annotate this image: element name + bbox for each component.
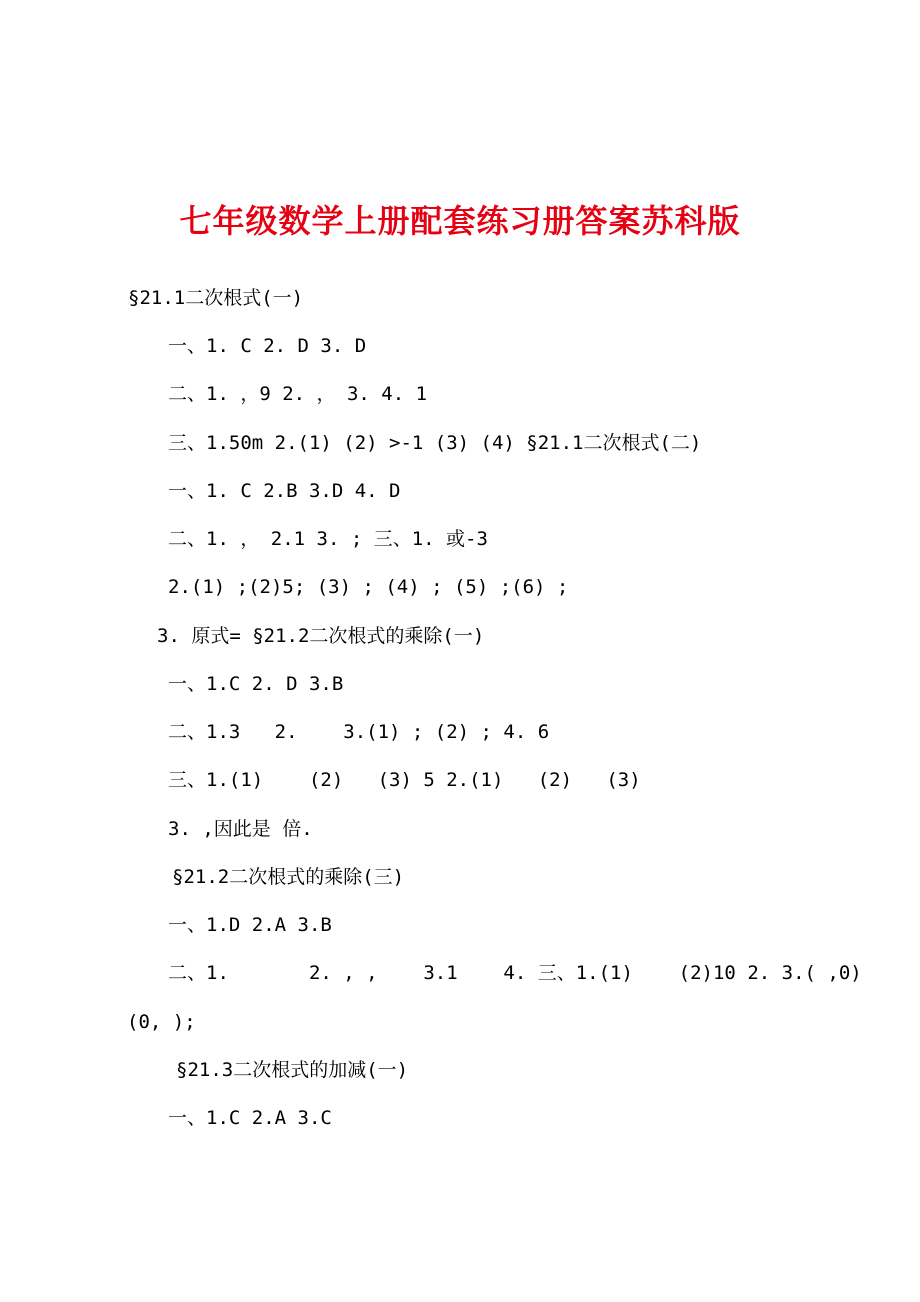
answer-line: 二、1. 2. , , 3.1 4. 三、1.(1) (2)10 2. 3.( ,0) bbox=[168, 962, 862, 984]
answer-line: 一、1. C 2. D 3. D bbox=[168, 335, 367, 357]
answer-line: 一、1. C 2.B 3.D 4. D bbox=[168, 480, 401, 502]
answer-line: (0, ); bbox=[127, 1011, 196, 1033]
answer-line: 3. ,因此是 倍. bbox=[168, 818, 313, 840]
answer-line: 一、1.C 2. D 3.B bbox=[168, 673, 344, 695]
document-title: 七年级数学上册配套练习册答案苏科版 bbox=[179, 202, 741, 240]
answer-line: 三、1.(1) (2) (3) 5 2.(1) (2) (3) bbox=[168, 769, 641, 791]
answer-line: 三、1.50m 2.(1) (2) >-1 (3) (4) §21.1二次根式(二) bbox=[168, 432, 702, 454]
answer-line: 二、1. ，9 2. ， 3. 4. 1 bbox=[168, 383, 428, 405]
answer-line: 一、1.D 2.A 3.B bbox=[168, 914, 332, 936]
section-heading-21-2-3: §21.2二次根式的乘除(三) bbox=[172, 866, 405, 888]
section-heading-21-3-1: §21.3二次根式的加减(一) bbox=[176, 1059, 409, 1081]
answer-line: 二、1. ， 2.1 3. ; 三、1. 或-3 bbox=[168, 528, 488, 550]
answer-line: 2.(1) ;(2)5; (3) ; (4) ; (5) ;(6) ; bbox=[168, 576, 569, 598]
answer-line: 3. 原式= §21.2二次根式的乘除(一) bbox=[157, 625, 485, 647]
answer-line: 一、1.C 2.A 3.C bbox=[168, 1107, 332, 1129]
section-heading-21-1-1: §21.1二次根式(一) bbox=[128, 287, 304, 309]
answer-line: 二、1.3 2. 3.(1) ; (2) ; 4. 6 bbox=[168, 721, 550, 743]
